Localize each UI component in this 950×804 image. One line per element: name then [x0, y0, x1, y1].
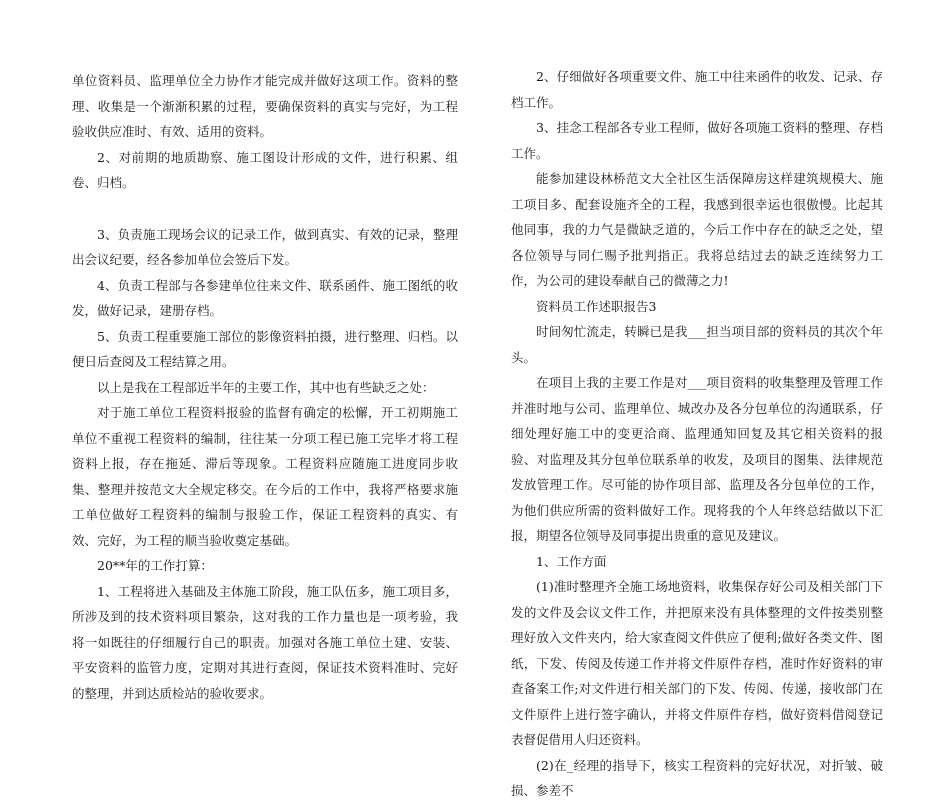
right-paragraph: (1)准时整理齐全施工场地资料，收集保存好公司及相关部门下发的文件及会议文件工作，并把原来没有具体整理的文件按类别整理好放入文件夹内，给大家查阅文件供应了便利;做好各类文件、图纸，下发、传阅及传递工作并将文件原件存档，准时作好资料的审查备案工作;对文件进行相关部门的下发、传阅、传递，接收部门在文件原件上进行签字确认，并将文件原件存档，做好资料借阅登记表督促借用人归还资料。 — [511, 579, 883, 747]
right-paragraph: 能参加建设林桥范文大全社区生活保障房这样建筑规模大、施工项目多、配套设施齐全的工程，我感到很幸运也很傲慢。比起其他同事，我的力气是微缺乏道的，今后工作中存在的缺乏之处，望各位领导与同仁赐予批判指正。我将总结过去的缺乏连续努力工作，为公司的建设奉献自己的微薄之力! — [511, 171, 883, 288]
left-column — [72, 68, 458, 706]
left-paragraph: 20**年的工作打算： — [97, 558, 213, 573]
left-paragraph: 2、对前期的地质勘察、施工图设计形成的文件，进行积累、组卷、归档。 — [72, 149, 458, 190]
right-paragraph: 1、工作方面 — [536, 553, 607, 569]
right-column — [511, 64, 883, 804]
right-paragraph: 2、仔细做好各项重要文件、施工中往来函件的收发、记录、存档工作。 — [511, 69, 883, 110]
left-paragraph: 3、负责施工现场会议的记录工作，做到真实、有效的记录，整理出会议纪要，经各参加单位会签后下发。 — [72, 226, 458, 267]
left-paragraph: 单位资料员、监理单位全力协作才能完成并做好这项工作。资料的整理、收集是一个渐渐积累的过程，要确保资料的真实与完好，为工程验收供应准时、有效、适用的资料。 — [72, 73, 458, 139]
left-paragraph: 1、工程将进入基础及主体施工阶段，施工队伍多，施工项目多，所涉及到的技术资料项目繁杂，这对我的工作力量也是一项考验，我将一如既往的仔细履行自己的职责。加强对各施工单位土建、安装、平安资料的监管力度，定期对其进行查阅，保证技术资料准时、完好的整理，并到达质检站的验收要求。 — [72, 583, 458, 701]
paragraph-spacer — [72, 196, 458, 222]
right-paragraph: 时间匆忙流走，转瞬已是我___担当项目部的资料员的其次个年头。 — [511, 324, 883, 365]
left-paragraph: 4、负责工程部与各参建单位往来文件、联系函件、施工图纸的收发，做好记录，建册存档。 — [72, 277, 458, 318]
left-paragraph: 以上是我在工程部近半年的主要工作，其中也有些缺乏之处： — [97, 379, 435, 395]
left-paragraph: 5、负责工程重要施工部位的影像资料拍摄，进行整理、归档。以便日后查阅及工程结算之用。 — [72, 328, 458, 369]
right-paragraph: 资料员工作述职报告3 — [536, 298, 657, 314]
right-paragraph: 3、挂念工程部各专业工程师，做好各项施工资料的整理、存档工作。 — [511, 120, 883, 161]
left-paragraph: 对于施工单位工程资料报验的监督有确定的松懈，开工初期施工单位不重视工程资料的编制，往往某一分项工程已施工完毕才将工程资料上报，存在拖延、滞后等现象。工程资料应随施工进度同步收集、整理并按范文大全规定移交。在今后的工作中，我将严格要求施工单位做好工程资料的编制与报验工作，保证工程资料的真实、有效、完好，为工程的顺当验收奠定基础。 — [72, 405, 458, 548]
right-paragraph: 在项目上我的主要工作是对___项目资料的收集整理及管理工作并准时地与公司、监理单位、城改办及各分包单位的沟通联系，仔细处理好施工中的变更洽商、监理通知回复及其它相关资料的报验、对监理及其分包单位联系单的收发，及项目的图集、法律规范发放管理工作。尽可能的协作项目部、监理及各分包单位的工作，为他们供应所需的资料做好工作。现将我的个人年终总结做以下汇报，期望各位领导及同事提出贵重的意见及建议。 — [511, 375, 883, 543]
right-paragraph: (2)在_经理的指导下，核实工程资料的完好状况，对折皱、破损、参差不 — [511, 757, 883, 798]
